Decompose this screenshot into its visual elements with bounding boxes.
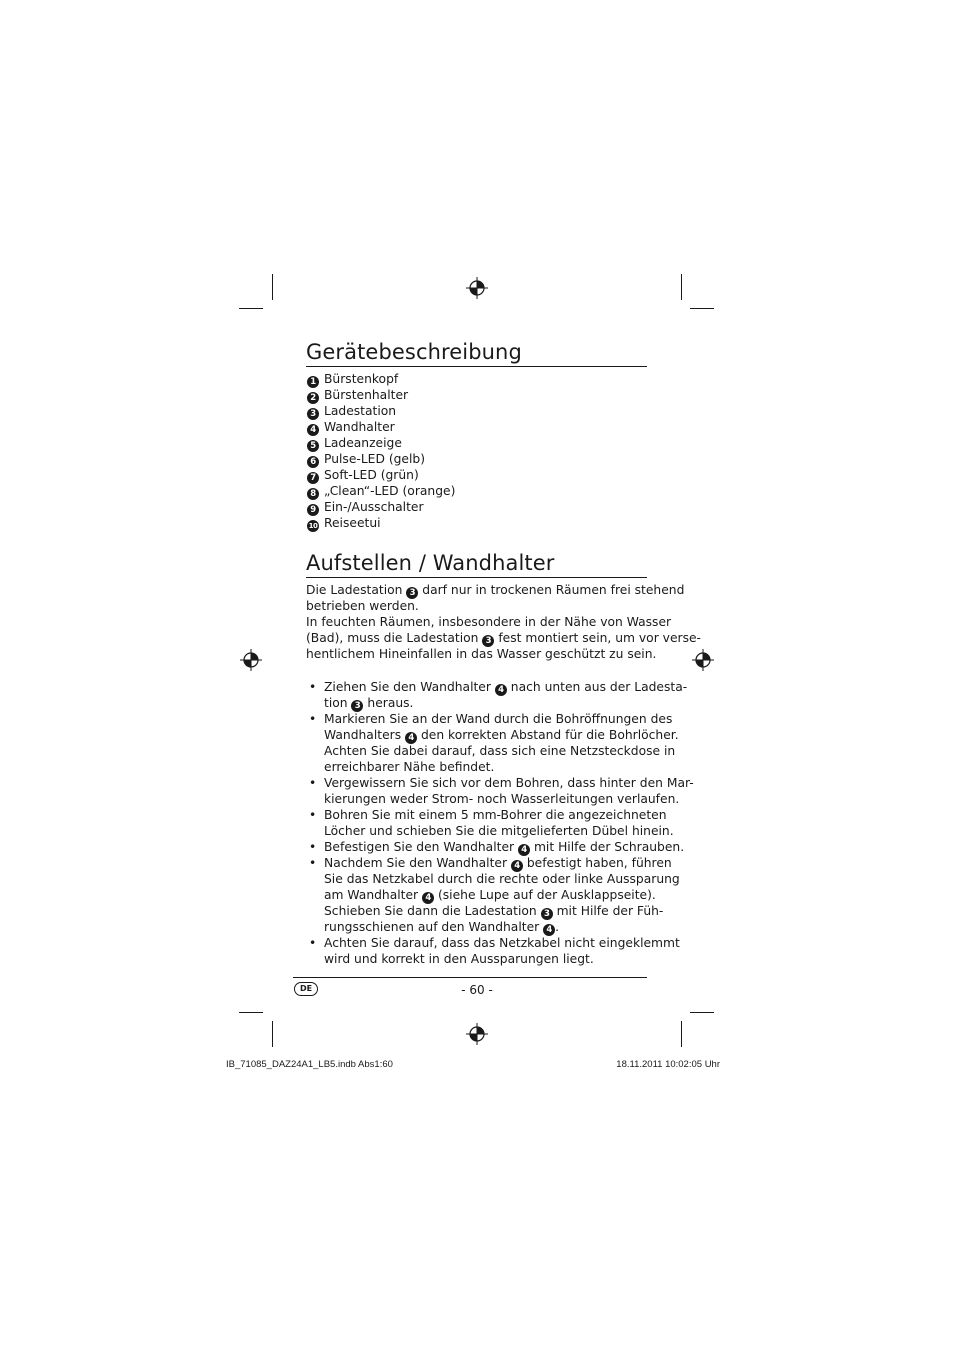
language-badge: DE: [294, 982, 318, 996]
registration-mark-icon: [692, 649, 714, 671]
bullet-icon: •: [309, 936, 317, 950]
number-badge: 3: [307, 408, 319, 420]
number-badge: 2: [307, 392, 319, 404]
ref-badge: 4: [405, 732, 417, 744]
ref-badge: 3: [351, 700, 363, 712]
list-item: Achten Sie darauf, dass das Netzkabel nicht eingeklemmt: [324, 936, 680, 950]
number-badge: 7: [307, 472, 319, 484]
list-item: Vergewissern Sie sich vor dem Bohren, dass hinter den Mar-: [324, 776, 694, 790]
list-item: Nachdem Sie den Wandhalter 4 befestigt haben, führen: [324, 856, 672, 871]
number-badge: 8: [307, 488, 319, 500]
file-info: IB_71085_DAZ24A1_LB5.indb Abs1:60: [226, 1059, 393, 1070]
bullet-icon: •: [309, 680, 317, 694]
page-number: - 60 -: [461, 983, 493, 997]
list-item: 8 „Clean“-LED (orange): [307, 483, 455, 499]
footer-rule: [293, 977, 647, 978]
ref-badge: 3: [541, 908, 553, 920]
number-badge: 6: [307, 456, 319, 468]
ref-badge: 3: [406, 587, 418, 599]
ref-badge: 4: [543, 924, 555, 936]
list-item: 1 Bürstenkopf: [307, 371, 398, 387]
list-item: 6 Pulse-LED (gelb): [307, 451, 425, 467]
number-badge: 4: [307, 424, 319, 436]
number-badge: 10: [308, 522, 318, 530]
list-item: 2 Bürstenhalter: [307, 387, 408, 403]
list-item: 4 Wandhalter: [307, 419, 395, 435]
list-item: 9 Ein-/Ausschalter: [307, 499, 424, 515]
list-item: Befestigen Sie den Wandhalter 4 mit Hilfe der Schrauben.: [324, 840, 685, 855]
bullet-icon: •: [309, 776, 317, 790]
list-item: 5 Ladeanzeige: [307, 435, 402, 451]
list-item: Ziehen Sie den Wandhalter 4 nach unten aus der Ladesta-: [324, 680, 688, 695]
registration-mark-icon: [240, 649, 262, 671]
list-item: 3 Ladestation: [307, 403, 396, 419]
bullet-icon: •: [309, 856, 317, 870]
ref-badge: 4: [518, 844, 530, 856]
list-item: 10 Reiseetui: [308, 516, 381, 530]
number-badge: 5: [307, 440, 319, 452]
ref-badge: 4: [511, 860, 523, 872]
registration-mark-icon: [466, 1023, 488, 1045]
ref-badge: 4: [422, 892, 434, 904]
bullet-icon: •: [309, 808, 317, 822]
number-badge: 9: [307, 504, 319, 516]
list-item: Bohren Sie mit einem 5 mm-Bohrer die angezeichneten: [324, 808, 667, 822]
section-title-aufstellen: Aufstellen / Wandhalter: [306, 551, 555, 575]
bullet-icon: •: [309, 712, 317, 726]
list-item: 7 Soft-LED (grün): [307, 467, 419, 483]
print-timestamp: 18.11.2011 10:02:05 Uhr: [616, 1059, 720, 1070]
section-title-geraetebeschreibung: Gerätebeschreibung: [306, 340, 522, 364]
registration-mark-icon: [466, 277, 488, 299]
number-badge: 1: [307, 376, 319, 388]
ref-badge: 4: [495, 684, 507, 696]
bullet-icon: •: [309, 840, 317, 854]
list-item: Markieren Sie an der Wand durch die Bohröffnungen des: [324, 712, 673, 726]
section-rule: [306, 366, 647, 367]
section-rule: [306, 577, 647, 578]
ref-badge: 3: [482, 635, 494, 647]
